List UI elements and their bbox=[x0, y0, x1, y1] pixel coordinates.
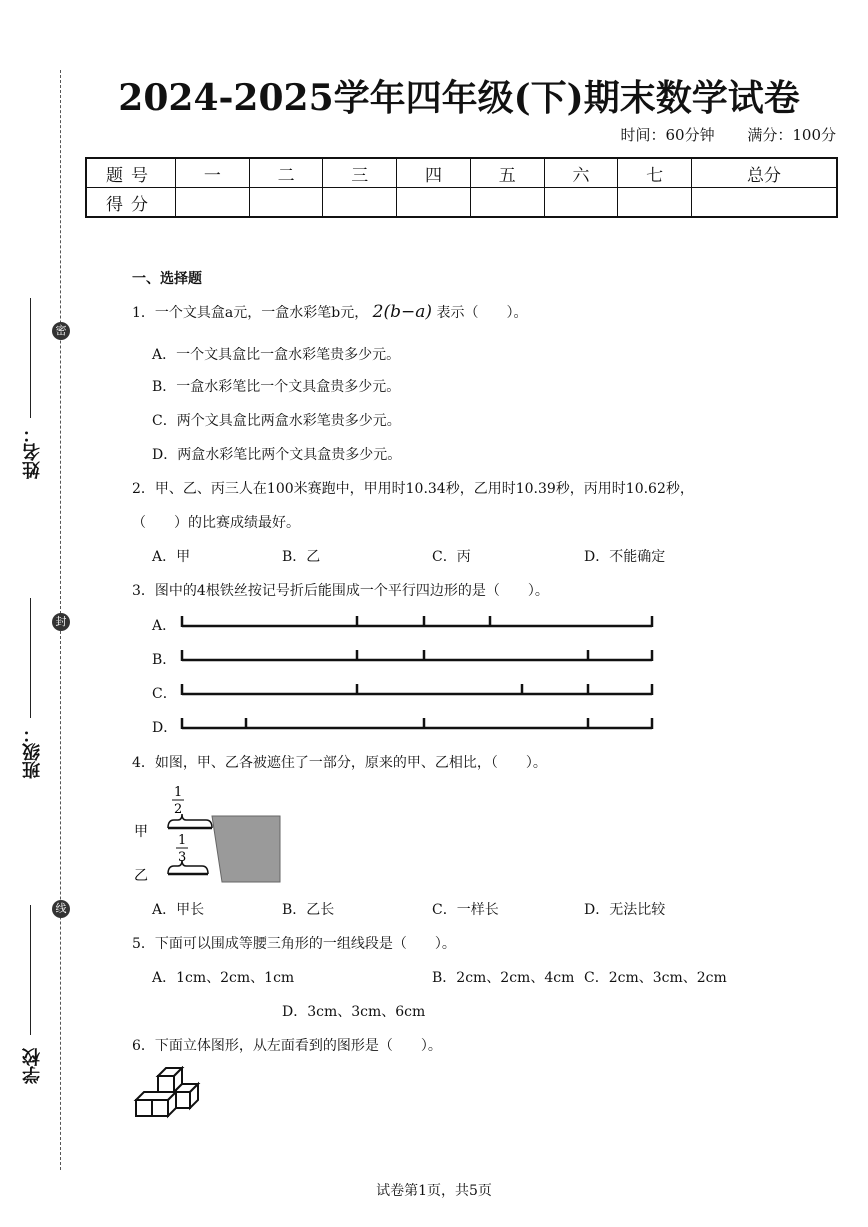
q2-option-a[interactable]: A．甲 bbox=[152, 549, 191, 565]
q5-option-d[interactable]: D．3cm、3cm、6cm bbox=[282, 1004, 426, 1020]
score-cell[interactable] bbox=[618, 188, 692, 218]
header-cell: 题号 bbox=[86, 158, 176, 188]
q1-stem-end: 表示（ ）。 bbox=[436, 305, 528, 321]
question-1 bbox=[132, 302, 527, 322]
q3-wire-figure bbox=[178, 612, 658, 737]
score-info: 满分：100分 bbox=[747, 126, 836, 144]
question-2-line2: （ ）的比赛成绩最好。 bbox=[132, 515, 300, 531]
school-label: 学校 bbox=[22, 1048, 43, 1084]
header-cell: 总分 bbox=[692, 158, 837, 188]
q1-option-a[interactable]: A．一个文具盒比一盒水彩笔贵多少元。 bbox=[152, 347, 401, 363]
cube-top-front bbox=[158, 1076, 174, 1092]
half-numerator: 1 bbox=[174, 785, 183, 800]
score-cell[interactable] bbox=[176, 188, 250, 218]
question-3: 3．图中的4根铁丝按记号折后能围成一个平行四边形的是（ ）。 bbox=[132, 583, 549, 599]
question-2-line1: 2．甲、乙、丙三人在100米赛跑中，甲用时10.34秒，乙用时10.39秒，丙用时10.62秒， bbox=[132, 481, 694, 497]
page-footer: 试卷第1页，共5页 bbox=[376, 1183, 492, 1199]
score-table bbox=[85, 157, 838, 218]
seal-feng: 封 bbox=[52, 613, 70, 631]
jia-label: 甲 bbox=[134, 824, 148, 840]
question-6: 6．下面立体图形，从左面看到的图形是（ ）。 bbox=[132, 1038, 442, 1054]
header-cell: 五 bbox=[470, 158, 544, 188]
header-cell: 六 bbox=[544, 158, 618, 188]
q2-option-c[interactable]: C．丙 bbox=[432, 549, 471, 565]
q4-option-b[interactable]: B．乙长 bbox=[282, 902, 335, 918]
score-cell[interactable] bbox=[397, 188, 471, 218]
cube-front-left bbox=[136, 1100, 152, 1116]
q3-label-b[interactable]: B． bbox=[152, 652, 177, 668]
q5-option-b[interactable]: B．2cm、2cm、4cm bbox=[432, 970, 575, 986]
score-table-header-row bbox=[86, 158, 837, 188]
q3-label-c[interactable]: C． bbox=[152, 686, 177, 702]
section-heading: 一、选择题 bbox=[132, 271, 202, 287]
header-cell: 一 bbox=[176, 158, 250, 188]
school-line bbox=[30, 905, 31, 1035]
q4-figure bbox=[128, 784, 288, 888]
score-cell[interactable] bbox=[544, 188, 618, 218]
name-label: 姓名： bbox=[22, 425, 43, 479]
class-label: 班级： bbox=[22, 725, 43, 779]
cube-front-middle bbox=[152, 1100, 168, 1116]
wire-c bbox=[182, 684, 652, 695]
seal-mi: 密 bbox=[52, 322, 70, 340]
time-info: 时间：60分钟 bbox=[620, 126, 715, 144]
page-title: 2024-2025学年四年级(下)期末数学试卷 bbox=[118, 77, 800, 119]
question-4: 4．如图，甲、乙各被遮住了一部分，原来的甲、乙相比，（ ）。 bbox=[132, 755, 547, 771]
q2-option-d[interactable]: D．不能确定 bbox=[584, 549, 666, 565]
score-label-cell: 得分 bbox=[86, 188, 176, 218]
cover-shape bbox=[212, 816, 280, 882]
header-cell: 七 bbox=[618, 158, 692, 188]
wire-a bbox=[182, 616, 652, 627]
class-line bbox=[30, 598, 31, 718]
name-line bbox=[30, 298, 31, 418]
seal-xian: 线 bbox=[52, 900, 70, 918]
exam-info bbox=[592, 124, 836, 145]
yi-brace bbox=[168, 860, 208, 874]
q1-option-b[interactable]: B．一盒水彩笔比一个文具盒贵多少元。 bbox=[152, 379, 401, 395]
q4-option-d[interactable]: D．无法比较 bbox=[584, 902, 666, 918]
header-cell: 二 bbox=[249, 158, 323, 188]
score-cell[interactable] bbox=[470, 188, 544, 218]
score-cell[interactable] bbox=[692, 188, 837, 218]
q1-option-c[interactable]: C．两个文具盒比两盒水彩笔贵多少元。 bbox=[152, 413, 401, 429]
wire-d bbox=[182, 718, 652, 729]
score-cell[interactable] bbox=[323, 188, 397, 218]
q5-option-c[interactable]: C．2cm、3cm、2cm bbox=[584, 970, 727, 986]
header-cell: 三 bbox=[323, 158, 397, 188]
q3-label-a[interactable]: A． bbox=[152, 618, 177, 634]
q1-stem: 1．一个文具盒a元，一盒水彩笔b元， bbox=[132, 305, 369, 321]
q3-label-d[interactable]: D． bbox=[152, 720, 178, 736]
question-5: 5．下面可以围成等腰三角形的一组线段是（ ）。 bbox=[132, 936, 456, 952]
yi-label: 乙 bbox=[134, 868, 148, 884]
wire-b bbox=[182, 650, 652, 661]
q5-option-a[interactable]: A．1cm、2cm、1cm bbox=[152, 970, 295, 986]
half-denominator: 2 bbox=[174, 802, 183, 817]
q2-option-b[interactable]: B．乙 bbox=[282, 549, 321, 565]
score-cell[interactable] bbox=[249, 188, 323, 218]
third-denominator: 3 bbox=[178, 850, 187, 865]
score-table-score-row bbox=[86, 188, 837, 218]
third-numerator: 1 bbox=[178, 833, 187, 848]
q4-option-c[interactable]: C．一样长 bbox=[432, 902, 499, 918]
q1-formula: 2(b−a) bbox=[372, 302, 433, 322]
q4-option-a[interactable]: A．甲长 bbox=[152, 902, 205, 918]
header-cell: 四 bbox=[397, 158, 471, 188]
q1-option-d[interactable]: D．两盒水彩笔比两个文具盒贵多少元。 bbox=[152, 447, 402, 463]
q6-cube-figure bbox=[132, 1066, 212, 1122]
